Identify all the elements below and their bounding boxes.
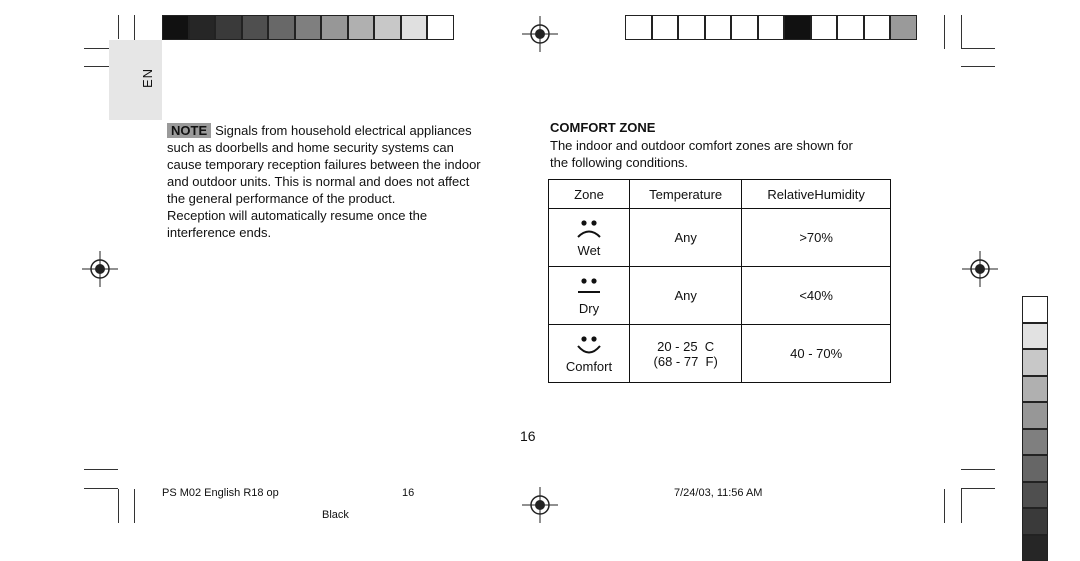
- color-swatch: [401, 15, 428, 40]
- footer-date: 7/24/03, 11:56 AM: [674, 487, 762, 499]
- crop-mark: [961, 469, 995, 470]
- color-swatch: [242, 15, 269, 40]
- language-tab-label: EN: [140, 68, 155, 88]
- note-line-text: Signals from household electrical appliances: [215, 123, 472, 138]
- crop-mark: [944, 489, 945, 523]
- color-swatch: [1022, 429, 1048, 456]
- temperature-cell: [630, 267, 742, 325]
- color-swatch: [731, 15, 758, 40]
- color-swatch: [678, 15, 705, 40]
- page-number: 16: [520, 428, 536, 444]
- comfort-zone-heading: COMFORT ZONE: [550, 120, 655, 135]
- smiley-face-icon: [572, 333, 606, 359]
- color-swatch: [162, 15, 189, 40]
- registration-mark-icon: [962, 251, 998, 287]
- footer-filename: PS M02 English R18 op: [162, 487, 279, 499]
- color-swatch: [374, 15, 401, 40]
- note-line: interference ends.: [167, 224, 507, 241]
- color-swatch: [890, 15, 917, 40]
- column-header-humidity: RelativeHumidity: [742, 180, 891, 209]
- humidity-cell: 40 - 70%: [742, 325, 891, 383]
- footer-page: 16: [402, 487, 414, 499]
- crop-mark: [84, 488, 118, 489]
- note-line: [167, 122, 507, 139]
- temperature-value: Any: [631, 230, 740, 245]
- neutral-face-icon: [572, 275, 606, 301]
- color-swatch: [189, 15, 216, 40]
- table-header-row: [549, 180, 891, 209]
- color-swatch: [1022, 323, 1048, 350]
- comfort-zone-table: [548, 179, 891, 383]
- zone-cell: [549, 267, 630, 325]
- color-swatch: [837, 15, 864, 40]
- crop-mark: [961, 48, 995, 49]
- color-swatch: [321, 15, 348, 40]
- crop-mark: [118, 489, 119, 523]
- color-swatch: [1022, 349, 1048, 376]
- color-swatch: [215, 15, 242, 40]
- table-row: [549, 209, 891, 267]
- color-swatch: [1022, 508, 1048, 535]
- crop-mark: [961, 488, 995, 489]
- note-badge: NOTE: [167, 123, 211, 138]
- color-swatch: [705, 15, 732, 40]
- color-swatch: [1022, 402, 1048, 429]
- humidity-cell: <40%: [742, 267, 891, 325]
- temperature-value: (68 - 77 F): [631, 354, 740, 369]
- color-swatch: [295, 15, 322, 40]
- note-paragraph: [167, 122, 507, 241]
- color-swatch: [652, 15, 679, 40]
- color-swatch: [348, 15, 375, 40]
- column-header-zone: Zone: [549, 180, 630, 209]
- color-swatch: [268, 15, 295, 40]
- zone-label: Wet: [550, 243, 628, 258]
- color-swatch: [784, 15, 811, 40]
- crop-mark: [84, 469, 118, 470]
- note-line: cause temporary reception failures between the indoor: [167, 156, 507, 173]
- temperature-value: 20 - 25 C: [631, 339, 740, 354]
- color-swatch: [1022, 482, 1048, 509]
- sad-face-icon: [572, 217, 606, 243]
- table-row: [549, 325, 891, 383]
- crop-mark: [118, 15, 119, 39]
- note-line: the general performance of the product.: [167, 190, 507, 207]
- registration-mark-icon: [82, 251, 118, 287]
- crop-mark: [944, 15, 945, 49]
- intro-line: The indoor and outdoor comfort zones are shown for: [550, 137, 890, 154]
- color-swatch: [1022, 455, 1048, 482]
- zone-label: Dry: [550, 301, 628, 316]
- zone-cell: [549, 209, 630, 267]
- temperature-value: Any: [631, 288, 740, 303]
- humidity-cell: >70%: [742, 209, 891, 267]
- color-swatch: [811, 15, 838, 40]
- zone-cell: [549, 325, 630, 383]
- comfort-zone-intro: [550, 137, 890, 171]
- crop-mark: [961, 66, 995, 67]
- registration-mark-icon: [522, 16, 558, 52]
- color-swatch: [1022, 296, 1048, 323]
- temperature-cell: [630, 325, 742, 383]
- note-line: and outdoor units. This is normal and does not affect: [167, 173, 507, 190]
- zone-label: Comfort: [550, 359, 628, 374]
- column-header-temperature: Temperature: [630, 180, 742, 209]
- crop-mark: [134, 489, 135, 523]
- color-swatch: [1022, 376, 1048, 403]
- crop-mark: [961, 489, 962, 523]
- footer-ink: Black: [322, 509, 349, 521]
- temperature-cell: [630, 209, 742, 267]
- table-row: [549, 267, 891, 325]
- color-swatch: [625, 15, 652, 40]
- color-swatch: [758, 15, 785, 40]
- crop-mark: [961, 15, 962, 49]
- note-line: such as doorbells and home security systems can: [167, 139, 507, 156]
- color-swatch: [1022, 535, 1048, 561]
- color-swatch: [864, 15, 891, 40]
- registration-mark-icon: [522, 487, 558, 523]
- note-line: Reception will automatically resume once the: [167, 207, 507, 224]
- color-swatch: [427, 15, 454, 40]
- intro-line: the following conditions.: [550, 154, 890, 171]
